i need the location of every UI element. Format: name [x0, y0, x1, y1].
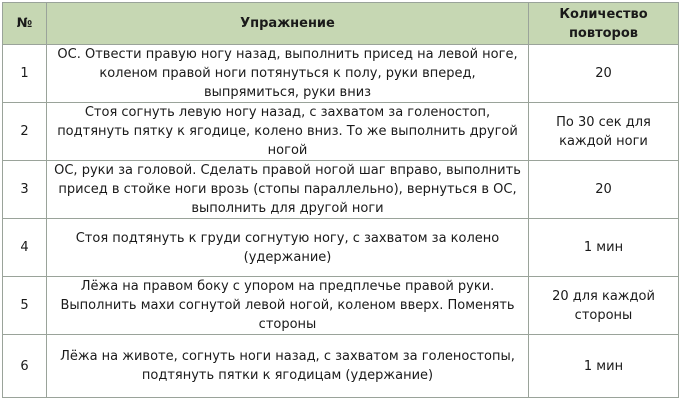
row-exercise: Стоя согнуть левую ногу назад, с захватом за голеностоп, подтянуть пятку к ягодице, колено вниз. То же выполнить другой ногой — [47, 103, 529, 161]
row-number: 4 — [3, 219, 47, 277]
row-number: 6 — [3, 335, 47, 398]
row-exercise: ОС, руки за головой. Сделать правой ногой шаг вправо, выполнить присед в стойке ноги врозь (стопы параллельно), вернуться в ОС, выполнить для другой ноги — [47, 161, 529, 219]
header-count: Количество повторов — [529, 3, 679, 45]
table-row — [3, 219, 679, 277]
row-count: 1 мин — [529, 335, 679, 398]
row-count: 20 — [529, 45, 679, 103]
row-count: 1 мин — [529, 219, 679, 277]
table-row — [3, 335, 679, 398]
row-number: 1 — [3, 45, 47, 103]
row-number: 2 — [3, 103, 47, 161]
header-exercise: Упражнение — [47, 3, 529, 45]
table-row — [3, 161, 679, 219]
table-row — [3, 45, 679, 103]
row-number: 5 — [3, 277, 47, 335]
exercise-table — [2, 2, 679, 398]
row-exercise: Лёжа на правом боку с упором на предплечье правой руки. Выполнить махи согнутой левой ногой, коленом вверх. Поменять стороны — [47, 277, 529, 335]
row-count: По 30 сек для каждой ноги — [529, 103, 679, 161]
row-exercise: Стоя подтянуть к груди согнутую ногу, с захватом за колено (удержание) — [47, 219, 529, 277]
table-row — [3, 277, 679, 335]
table-row — [3, 103, 679, 161]
header-number: № — [3, 3, 47, 45]
row-count: 20 для каждой стороны — [529, 277, 679, 335]
row-number: 3 — [3, 161, 47, 219]
row-count: 20 — [529, 161, 679, 219]
table-header-row — [3, 3, 679, 45]
row-exercise: Лёжа на животе, согнуть ноги назад, с захватом за голеностопы, подтянуть пятки к ягодицам (удержание) — [47, 335, 529, 398]
row-exercise: ОС. Отвести правую ногу назад, выполнить присед на левой ноге, коленом правой ноги потянуться к полу, руки вперед, выпрямиться, руки вниз — [47, 45, 529, 103]
